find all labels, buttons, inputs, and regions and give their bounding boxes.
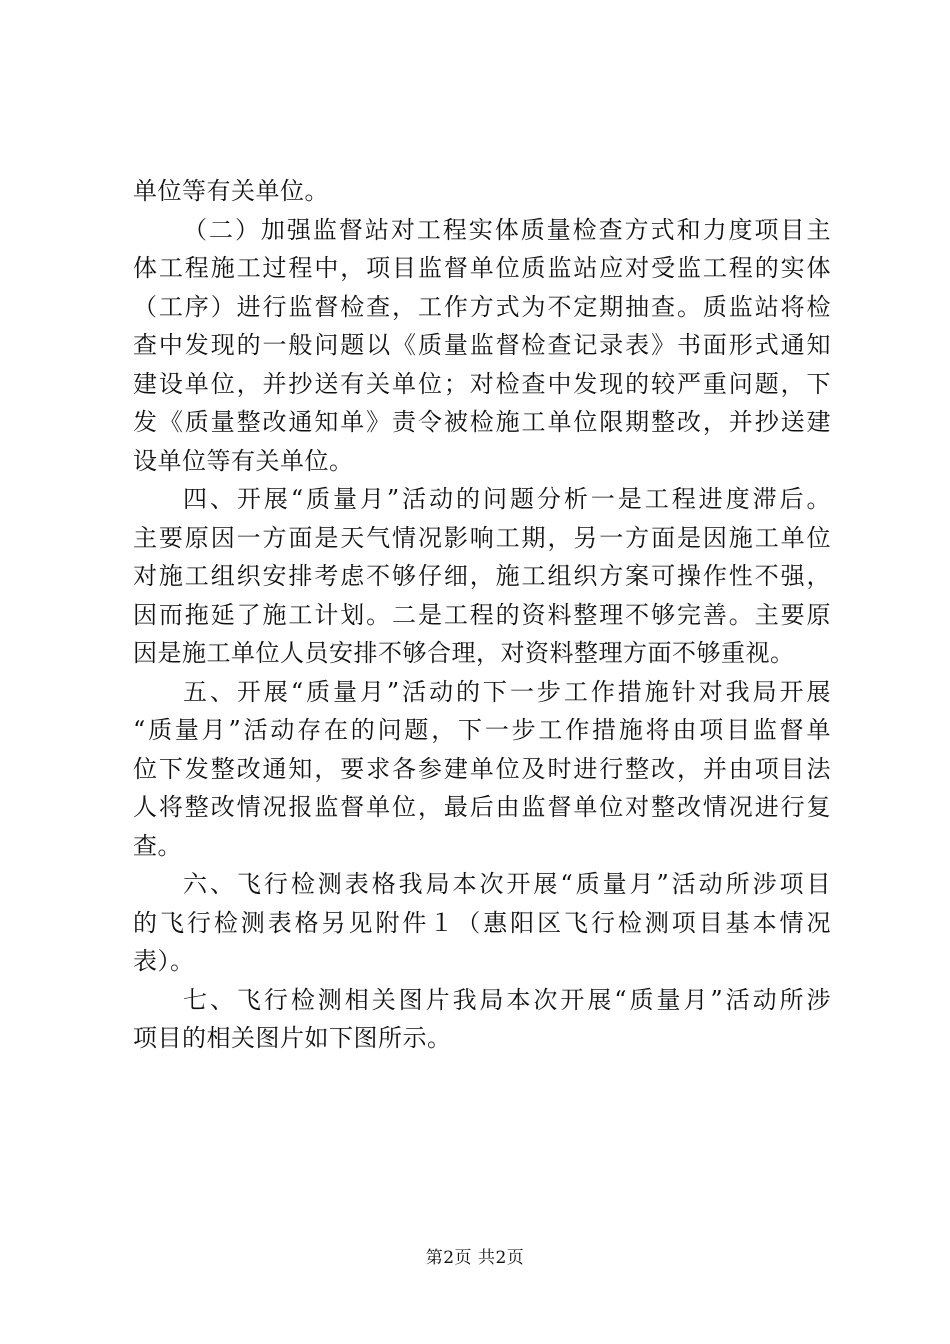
paragraph-line: （二）加强监督站对工程实体质量检查方式和力度项目主 [183,215,831,244]
paragraph-line: 七、飞行检测相关图片我局本次开展“质量月”活动所涉 [183,985,831,1014]
paragraph-line: 对施工组织安排考虑不够仔细，施工组织方案可操作性不强， [133,562,831,590]
paragraph-line: 位下发整改通知，要求各参建单位及时进行整改，并由项目法 [133,754,831,783]
paragraph-line: 因是施工单位人员安排不够合理，对资料整理方面不够重视。 [133,639,795,667]
page-number-footer: 第2页 共2页 [425,1248,525,1268]
paragraph-line: 的飞行检测表格另见附件１（惠阳区飞行检测项目基本情况 [133,908,831,937]
paragraph-line: “质量月”活动存在的问题，下一步工作措施将由项目监督单 [133,716,831,744]
document-body [133,172,831,1058]
paragraph-line: 主要原因一方面是天气情况影响工期，另一方面是因施工单位 [133,523,831,552]
paragraph-line: 设单位等有关单位。 [133,446,354,475]
paragraph-line: 单位等有关单位。 [133,177,329,205]
paragraph-line: 建设单位，并抄送有关单位；对检查中发现的较严重问题，下 [133,369,831,398]
paragraph-line: 五、开展“质量月”活动的下一步工作措施针对我局开展 [183,677,831,706]
paragraph-line: 查中发现的一般问题以《质量监督检查记录表》书面形式通知 [133,331,831,359]
paragraph-line: （工序）进行监督检查，工作方式为不定期抽查。质监站将检 [133,292,831,321]
paragraph-line: 表）。 [133,947,195,975]
paragraph-line: 四、开展“质量月”活动的问题分析一是工程进度滞后。 [183,485,831,513]
paragraph-line: 项目的相关图片如下图所示。 [133,1024,452,1052]
paragraph-line: 人将整改情况报监督单位，最后由监督单位对整改情况进行复 [133,793,831,821]
paragraph-line: 因而拖延了施工计划。二是工程的资料整理不够完善。主要原 [133,600,831,629]
paragraph-line: 体工程施工过程中，项目监督单位质监站应对受监工程的实体 [133,254,831,282]
paragraph-line: 发《质量整改通知单》责令被检施工单位限期整改，并抄送建 [133,408,831,436]
paragraph-line: 六、飞行检测表格我局本次开展“质量月”活动所涉项目 [183,870,831,898]
paragraph-line: 查。 [133,831,182,860]
